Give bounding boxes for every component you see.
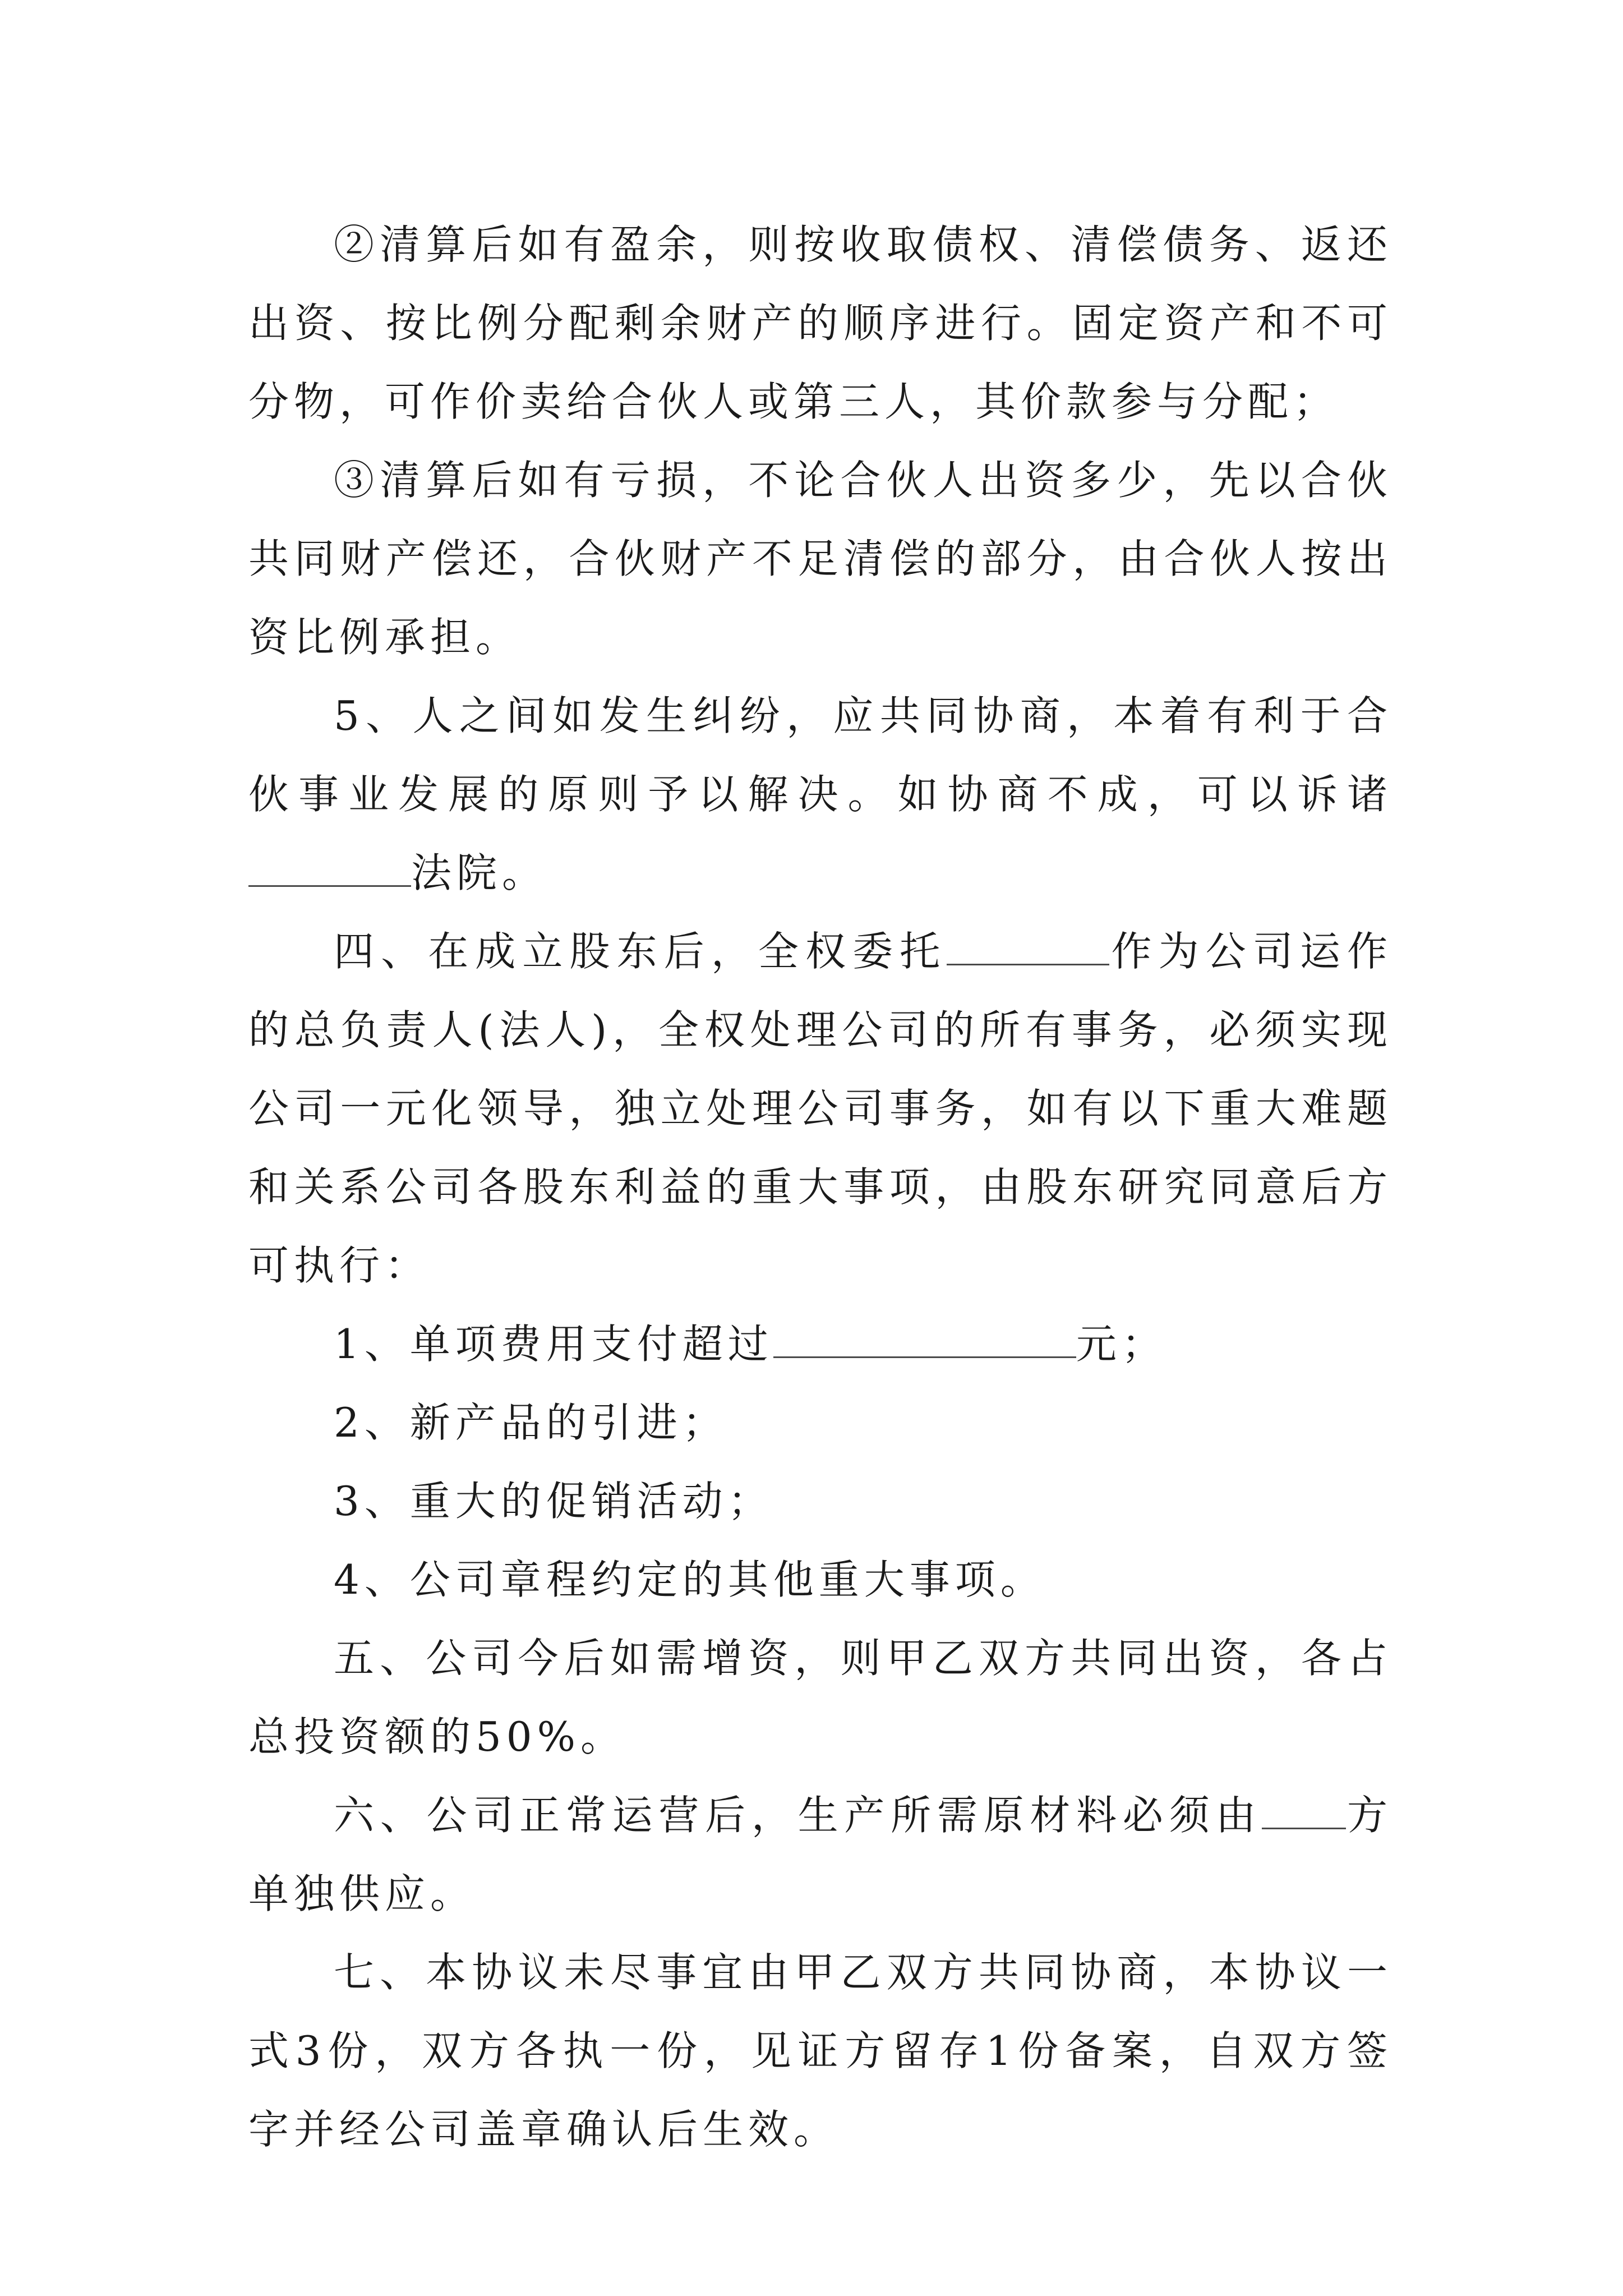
blank-expense-amount <box>773 1323 1076 1358</box>
paragraph-text: 2、新产品的引进； <box>334 1399 728 1446</box>
paragraph-text: 5、人之间如发生纠纷，应共同协商，本着有利于合伙事业发展的原则予以解决。如协商不成，可以诉诸 <box>248 692 1393 818</box>
paragraph-text: 3、重大的促销活动； <box>334 1478 773 1525</box>
paragraph-text: 元； <box>1076 1320 1167 1368</box>
list-item-new-products <box>248 1383 1393 1462</box>
paragraph-text: 六、公司正常运营后，生产所需原材料必须由 <box>334 1792 1262 1839</box>
blank-supplier-party <box>1262 1794 1346 1829</box>
paragraph-liquidation-loss <box>248 441 1393 677</box>
paragraph-dispute-resolution <box>248 677 1393 912</box>
paragraph-text: ②清算后如有盈余，则按收取债权、清偿债务、返还出资、按比例分配剩余财产的顺序进行。固定资产和不可分物，可作价卖给合伙人或第三人，其价款参与分配； <box>248 221 1393 425</box>
blank-court-name <box>248 852 411 887</box>
paragraph-capital-increase <box>248 1619 1393 1776</box>
paragraph-text: 五、公司今后如需增资，则甲乙双方共同出资，各占总投资额的50%。 <box>248 1635 1393 1760</box>
paragraph-text: 四、在成立股东后，全权委托 <box>334 928 947 975</box>
paragraph-final-provisions <box>248 1933 1393 2169</box>
list-item-expense-limit <box>248 1305 1393 1383</box>
blank-entrusted-person <box>947 930 1109 965</box>
paragraph-liquidation-surplus <box>248 205 1393 441</box>
paragraph-raw-material-supply <box>248 1776 1393 1933</box>
document-body <box>248 205 1393 2169</box>
list-item-other-matters <box>248 1540 1393 1619</box>
paragraph-text: 法院。 <box>411 849 548 896</box>
paragraph-text: 七、本协议未尽事宜由甲乙双方共同协商，本协议一式3份，双方各执一份，见证方留存1份备案，自双方签字并经公司盖章确认后生效。 <box>248 1949 1393 2153</box>
paragraph-text: 4、公司章程约定的其他重大事项。 <box>334 1556 1046 1603</box>
paragraph-text: ③清算后如有亏损，不论合伙人出资多少，先以合伙共同财产偿还，合伙财产不足清偿的部分，由合伙人按出资比例承担。 <box>248 457 1393 661</box>
paragraph-text: 作为公司运作的总负责人(法人)，全权处理公司的所有事务，必须实现公司一元化领导，独立处理公司事务，如有以下重大难题和关系公司各股东利益的重大事项，由股东研究同意后方可执行： <box>248 928 1393 1289</box>
list-item-promotions <box>248 1462 1393 1540</box>
paragraph-text: 1、单项费用支付超过 <box>334 1320 773 1368</box>
paragraph-entrustment <box>248 912 1393 1305</box>
paragraph-text: 方单独供应。 <box>248 1792 1393 1917</box>
